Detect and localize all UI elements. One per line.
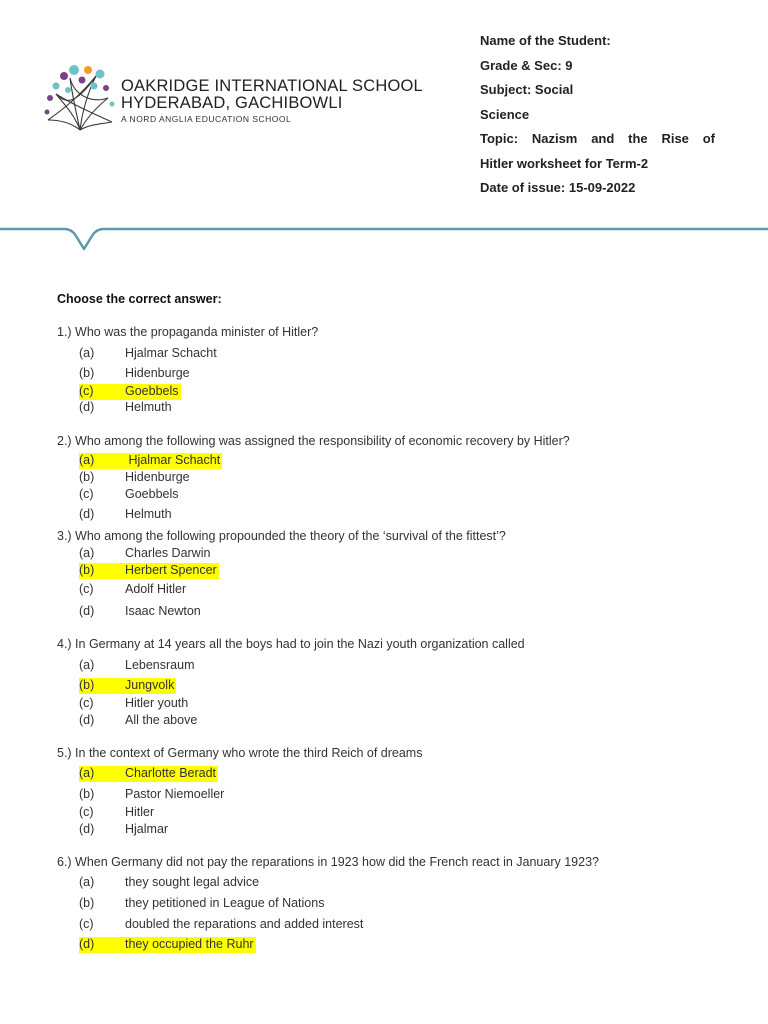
- option-text: Isaac Newton: [125, 604, 201, 618]
- option-text: Helmuth: [125, 400, 172, 414]
- option-text: they petitioned in League of Nations: [125, 896, 325, 910]
- option-text: they sought legal advice: [125, 875, 260, 889]
- logo-emblem-icon: [44, 64, 116, 136]
- option-label: (d): [79, 713, 95, 727]
- option-label: (a): [79, 766, 95, 780]
- option-6a: [79, 875, 259, 891]
- option-text: Lebensraum: [125, 658, 195, 672]
- option-text: they occupied the Ruhr: [125, 937, 254, 951]
- option-label: (a): [79, 875, 95, 889]
- option-label: (c): [79, 917, 94, 931]
- question-6: 6.) When Germany did not pay the reparations in 1923 how did the French react in January 1923?: [57, 855, 599, 869]
- student-name-field: Name of the Student:: [480, 33, 611, 48]
- option-label: (a): [79, 658, 95, 672]
- option-label: (b): [79, 470, 95, 484]
- option-label: (d): [79, 507, 95, 521]
- option-1c-correct: [79, 384, 181, 400]
- option-label: (c): [79, 582, 94, 596]
- option-3b-correct: [79, 563, 219, 579]
- option-text: Herbert Spencer: [125, 563, 217, 577]
- option-label: (b): [79, 896, 95, 910]
- option-label: (c): [79, 384, 94, 398]
- option-4c: [79, 696, 188, 712]
- option-1b: [79, 366, 190, 382]
- option-4b-correct: [79, 678, 176, 694]
- option-2b: [79, 470, 190, 486]
- option-3a: [79, 546, 210, 562]
- option-label: (d): [79, 604, 95, 618]
- header-divider: [0, 222, 768, 258]
- option-text: All the above: [125, 713, 198, 727]
- question-2: 2.) Who among the following was assigned the responsibility of economic recovery by Hitler?: [57, 434, 570, 448]
- option-text: Jungvolk: [125, 678, 175, 692]
- option-5b: [79, 787, 224, 803]
- option-5d: [79, 822, 168, 838]
- header-info: [480, 32, 715, 204]
- option-text: Hjalmar: [125, 822, 169, 836]
- option-label: (d): [79, 400, 95, 414]
- option-label: (a): [79, 546, 95, 560]
- grade-section: Grade & Sec: 9: [480, 57, 573, 73]
- subject-line2: Science: [480, 106, 530, 122]
- option-text: Pastor Niemoeller: [125, 787, 225, 801]
- option-2d: [79, 507, 172, 523]
- topic-line1: Topic: Nazism and the Rise of: [480, 131, 715, 146]
- option-6d-correct: [79, 937, 256, 953]
- option-text: Goebbels: [125, 384, 179, 398]
- topic-line2: Hitler worksheet for Term-2: [480, 155, 649, 171]
- option-label: (c): [79, 805, 94, 819]
- option-label: (a): [79, 346, 95, 360]
- question-5: 5.) In the context of Germany who wrote the third Reich of dreams: [57, 746, 423, 760]
- option-text: Hitler youth: [125, 696, 189, 710]
- school-tagline: A NORD ANGLIA EDUCATION SCHOOL: [121, 114, 292, 124]
- option-2a-correct: [79, 453, 222, 469]
- school-name-line2: HYDERABAD, GACHIBOWLI: [121, 94, 343, 112]
- option-label: (c): [79, 487, 94, 501]
- option-label: (d): [79, 937, 95, 951]
- option-1d: [79, 400, 172, 416]
- option-label: (b): [79, 366, 95, 380]
- option-text: Helmuth: [125, 507, 172, 521]
- subject-line1: Subject: Social: [480, 82, 574, 97]
- option-label: (b): [79, 787, 95, 801]
- option-text: Hjalmar Schacht: [125, 453, 221, 467]
- option-label: (a): [79, 453, 95, 467]
- option-label: (d): [79, 822, 95, 836]
- option-6c: [79, 917, 363, 933]
- school-logo: [44, 64, 423, 136]
- option-text: Hidenburge: [125, 366, 190, 380]
- option-4a: [79, 658, 195, 674]
- option-text: Charlotte Beradt: [125, 766, 217, 780]
- option-label: (c): [79, 696, 94, 710]
- date-of-issue: Date of issue: 15-09-2022: [480, 180, 636, 195]
- option-3d: [79, 604, 201, 620]
- option-text: Adolf Hitler: [125, 582, 187, 596]
- question-3: 3.) Who among the following propounded the theory of the ‘survival of the fittest’?: [57, 529, 506, 543]
- option-label: (b): [79, 678, 95, 692]
- instructions: Choose the correct answer:: [57, 292, 222, 306]
- option-5c: [79, 805, 154, 821]
- option-4d: [79, 713, 197, 729]
- option-text: doubled the reparations and added interest: [125, 917, 364, 931]
- option-5a-correct: [79, 766, 218, 782]
- option-text: Goebbels: [125, 487, 179, 501]
- option-text: Hjalmar Schacht: [125, 346, 217, 360]
- option-1a: [79, 346, 217, 362]
- option-label: (b): [79, 563, 95, 577]
- school-name-line1: OAKRIDGE INTERNATIONAL SCHOOL: [121, 77, 423, 95]
- option-text: Hidenburge: [125, 470, 190, 484]
- option-2c: [79, 487, 179, 503]
- option-3c: [79, 582, 186, 598]
- question-4: 4.) In Germany at 14 years all the boys had to join the Nazi youth organization called: [57, 637, 525, 651]
- option-text: Charles Darwin: [125, 546, 211, 560]
- question-1: 1.) Who was the propaganda minister of Hitler?: [57, 325, 319, 339]
- option-text: Hitler: [125, 805, 155, 819]
- option-6b: [79, 896, 324, 912]
